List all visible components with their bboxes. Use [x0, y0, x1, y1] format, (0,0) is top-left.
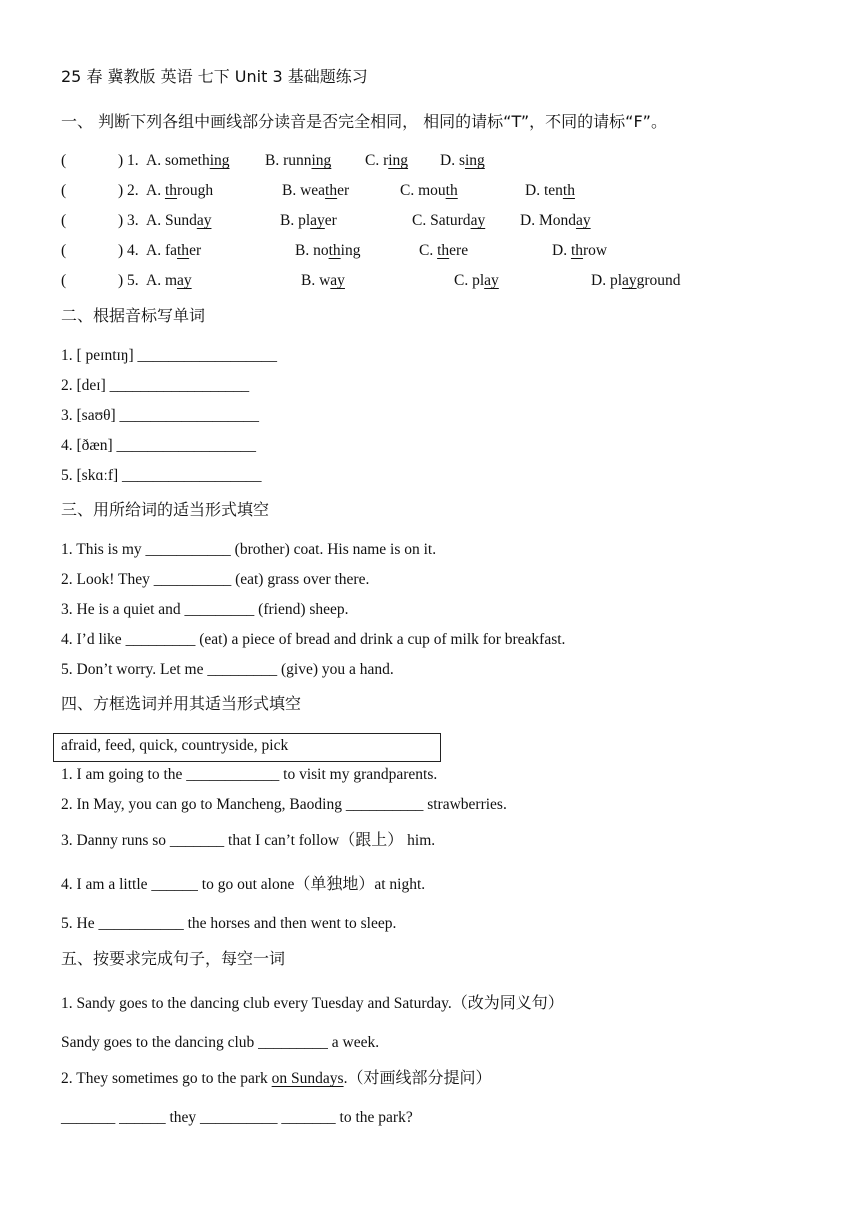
fill-form-question-2[interactable]: 2. Look! They __________ (eat) grass over there.	[61, 571, 370, 588]
fill-form-question-1[interactable]: 1. This is my ___________ (brother) coat. His name is on it.	[61, 541, 437, 558]
word-box-question-5[interactable]: 5. He ___________ the horses and then went to sleep.	[61, 915, 397, 932]
underlined-letters: th	[328, 242, 341, 259]
section-2-heading: 二、根据音标写单词	[61, 306, 206, 325]
underlined-letters: ing	[311, 152, 332, 169]
underlined-letters: th	[177, 242, 190, 259]
question-number: ) 5.	[118, 272, 139, 289]
word-box-question-4[interactable]: 4. I am a little ______ to go out alone（单独地）at night.	[61, 874, 426, 893]
word-box-question-1[interactable]: 1. I am going to the ____________ to visit my grandparents.	[61, 766, 438, 783]
phonetic-question-4[interactable]: 4. [ðæn] __________________	[61, 437, 257, 454]
option-c: C. ring	[365, 152, 409, 169]
underlined-letters: th	[164, 182, 178, 199]
option-d: D. tenth	[525, 182, 575, 199]
answer-bracket[interactable]: (	[61, 212, 67, 229]
underlined-letters: ay	[575, 212, 591, 229]
underlined-letters: ing	[464, 152, 485, 169]
underlined-letters: ay	[622, 272, 637, 289]
option-d: D. Monday	[520, 212, 591, 229]
fill-form-question-4[interactable]: 4. I’d like _________ (eat) a piece of bread and drink a cup of milk for breakfast.	[61, 631, 566, 648]
phonetic-question-3[interactable]: 3. [saʊθ] __________________	[61, 407, 260, 424]
option-d: D. sing	[440, 152, 485, 169]
phonetic-question-2[interactable]: 2. [deɪ] __________________	[61, 377, 250, 394]
underlined-letters: th	[570, 242, 584, 259]
underlined-letters: th	[437, 242, 450, 259]
page-title: 25 春 冀教版 英语 七下 Unit 3 基础题练习	[61, 67, 368, 86]
option-c: C. play	[454, 272, 499, 289]
underlined-letters: ay	[330, 272, 345, 289]
option-c: C. mouth	[400, 182, 458, 199]
phonetic-question-1[interactable]: 1. [ peɪntɪŋ] __________________	[61, 347, 278, 364]
answer-bracket[interactable]: (	[61, 272, 67, 289]
option-a: A. through	[146, 182, 214, 199]
underlined-letters: ing	[209, 152, 230, 169]
sentence-answer-1[interactable]: Sandy goes to the dancing club _________ a week.	[61, 1034, 380, 1051]
word-box	[53, 733, 441, 762]
option-c: C. there	[419, 242, 469, 259]
question-number: ) 1.	[118, 152, 139, 169]
fill-form-question-5[interactable]: 5. Don’t worry. Let me _________ (give) you a hand.	[61, 661, 394, 678]
answer-bracket[interactable]: (	[61, 182, 67, 199]
word-box-question-2[interactable]: 2. In May, you can go to Mancheng, Baoding __________ strawberries.	[61, 796, 507, 813]
option-c: C. Saturday	[412, 212, 486, 229]
underlined-letters: ay	[196, 212, 212, 229]
underlined-letters: ing	[388, 152, 409, 169]
option-b: B. player	[280, 212, 337, 229]
sentence-question-1: 1. Sandy goes to the dancing club every Tuesday and Saturday.（改为同义句）	[61, 993, 564, 1012]
underlined-letters: th	[325, 182, 338, 199]
option-d: D. playground	[591, 272, 681, 289]
fill-form-question-3[interactable]: 3. He is a quiet and _________ (friend) sheep.	[61, 601, 349, 618]
question-number: ) 3.	[118, 212, 139, 229]
underlined-letters: ay	[470, 212, 486, 229]
section-1-heading: 一、 判断下列各组中画线部分读音是否完全相同， 相同的请标“T”，不同的请标“F”。	[61, 112, 667, 131]
option-a: A. may	[146, 272, 192, 289]
word-box-question-3[interactable]: 3. Danny runs so _______ that I can’t follow（跟上） him.	[61, 830, 436, 849]
question-number: ) 2.	[118, 182, 139, 199]
answer-bracket[interactable]: (	[61, 242, 67, 259]
underlined-letters: th	[445, 182, 458, 199]
underlined-letters: ay	[484, 272, 499, 289]
underlined-phrase: on Sundays	[271, 1070, 344, 1087]
section-4-heading: 四、方框选词并用其适当形式填空	[61, 694, 302, 713]
section-5-heading: 五、按要求完成句子，每空一词	[61, 949, 286, 968]
question-number: ) 4.	[118, 242, 139, 259]
answer-bracket[interactable]: (	[61, 152, 67, 169]
section-3-heading: 三、用所给词的适当形式填空	[61, 500, 270, 519]
option-a: A. Sunday	[146, 212, 212, 229]
option-d: D. throw	[552, 242, 608, 259]
sentence-answer-2[interactable]: _______ ______ they __________ _______ to the park?	[61, 1109, 413, 1126]
sentence-question-2: 2. They sometimes go to the park on Sundays.（对画线部分提问）	[61, 1068, 492, 1087]
option-b: B. running	[265, 152, 332, 169]
underlined-letters: ay	[177, 272, 192, 289]
underlined-letters: th	[562, 182, 575, 199]
word-box-text: afraid, feed, quick, countryside, pick	[61, 737, 289, 754]
option-a: A. father	[146, 242, 202, 259]
underlined-letters: ay	[310, 212, 325, 229]
option-b: B. nothing	[295, 242, 361, 259]
option-a: A. something	[146, 152, 230, 169]
option-b: B. weather	[282, 182, 350, 199]
option-b: B. way	[301, 272, 345, 289]
phonetic-question-5[interactable]: 5. [skɑːf] __________________	[61, 467, 262, 484]
